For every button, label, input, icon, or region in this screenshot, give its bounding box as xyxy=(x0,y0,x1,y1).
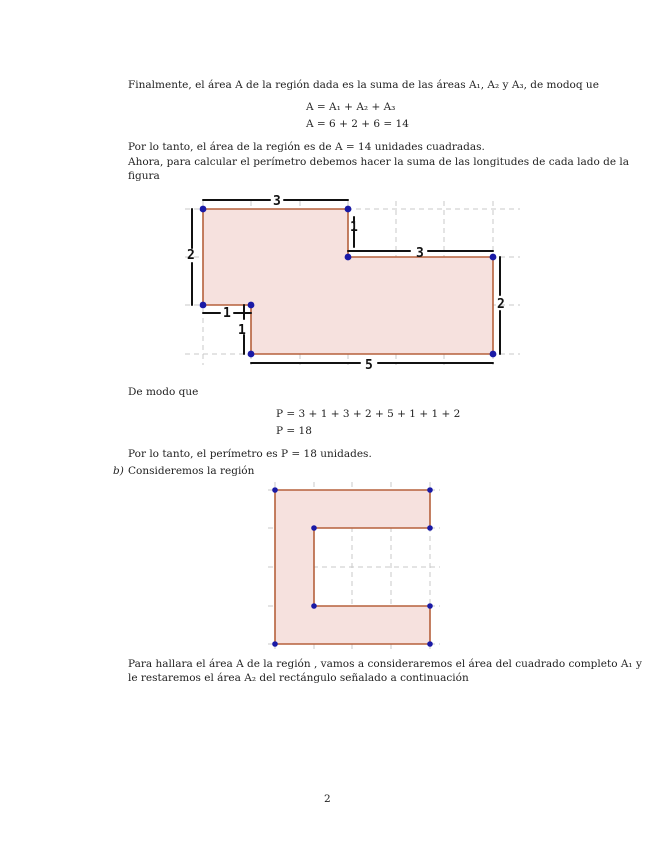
label-top: 3 xyxy=(273,194,281,209)
equation-perimeter-sum: P = 3 + 1 + 3 + 2 + 5 + 1 + 1 + 2 xyxy=(276,408,461,420)
page-number: 2 xyxy=(324,793,331,805)
equation-area-values: A = 6 + 2 + 6 = 14 xyxy=(306,118,409,130)
label-small-horizontal: 1 xyxy=(223,306,231,321)
item-b-marker: b) xyxy=(113,465,124,477)
item-b-text: Consideremos la región xyxy=(128,465,255,477)
figure-region-perimeter xyxy=(180,193,520,373)
area-conclusion: Por lo tanto, el área de la región es de A = 14 unidades cuadradas. xyxy=(128,141,485,153)
region-polygon xyxy=(203,209,493,354)
equation-perimeter-result: P = 18 xyxy=(276,425,312,437)
final-line-2: le restaremos el área A₂ del rectángulo señalado a continuación xyxy=(128,672,469,684)
figure-c-region xyxy=(266,482,440,652)
label-step-vertical: 1 xyxy=(350,220,358,235)
perimeter-conclusion: Por lo tanto, el perímetro es P = 18 unidades. xyxy=(128,448,372,460)
label-middle: 3 xyxy=(416,246,424,261)
label-small-vertical: 1 xyxy=(238,323,246,338)
label-bottom: 5 xyxy=(365,358,373,373)
final-line-1: Para hallara el área A de la región , vamos a consideraremos el área del cuadrado completo A₁ y xyxy=(128,658,642,670)
de-modo-que: De modo que xyxy=(128,386,199,398)
intro-line: Finalmente, el área A de la región dada es la suma de las áreas A₁, A₂ y A₃, de modoq ue xyxy=(128,79,599,91)
perimeter-intro-line-1: Ahora, para calcular el perímetro debemos hacer la suma de las longitudes de cada lado de la xyxy=(128,156,630,168)
perimeter-intro-line-2: figura xyxy=(128,170,160,182)
equation-area-sum: A = A₁ + A₂ + A₃ xyxy=(306,101,396,113)
label-left: 2 xyxy=(187,248,195,263)
label-right: 2 xyxy=(497,297,505,312)
